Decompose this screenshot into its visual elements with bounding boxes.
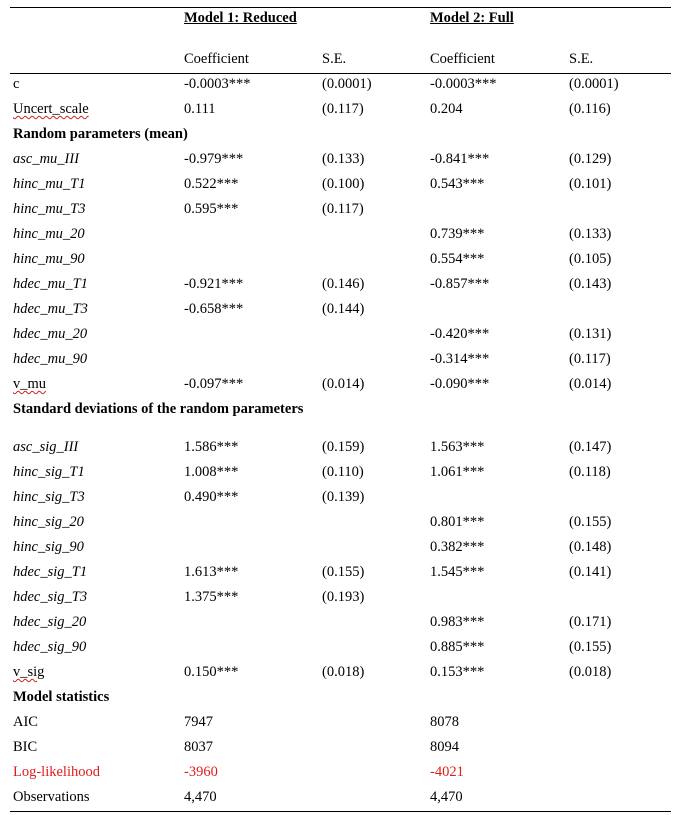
model1-se: (0.146): [322, 276, 365, 292]
model2-coefficient: 8078: [430, 714, 459, 730]
model1-se: (0.144): [322, 301, 365, 317]
model1-se: (0.117): [322, 201, 364, 217]
row-label: hdec_sig_20: [13, 614, 87, 630]
model2-coefficient: 0.543***: [430, 176, 485, 192]
model1-se: (0.159): [322, 439, 365, 455]
row-label: hinc_mu_20: [13, 226, 85, 242]
model2-se: (0.105): [569, 251, 612, 267]
model2-se: (0.018): [569, 664, 612, 680]
model2-se: (0.141): [569, 564, 612, 580]
model1-coefficient: 1.375***: [184, 589, 239, 605]
model1-coef-header: Coefficient: [184, 51, 249, 67]
model2-se-header: S.E.: [569, 51, 594, 67]
header-rule: [10, 73, 671, 74]
model2-coefficient: -0.314***: [430, 351, 490, 367]
model1-coefficient: -0.0003***: [184, 76, 251, 92]
model2-se: (0.129): [569, 151, 612, 167]
row-label: Uncert_scale: [13, 101, 89, 117]
model1-coefficient: 0.595***: [184, 201, 239, 217]
row-label: hinc_mu_90: [13, 251, 85, 267]
bottom-rule: [10, 811, 671, 812]
row-label: hdec_mu_T1: [13, 276, 88, 292]
model1-se: (0.117): [322, 101, 364, 117]
model2-coefficient: 1.061***: [430, 464, 485, 480]
model1-coefficient: 0.522***: [184, 176, 239, 192]
row-label: v_mu: [13, 376, 47, 392]
model2-se: (0.171): [569, 614, 612, 630]
model2-header: Model 2: Full: [430, 10, 514, 26]
model1-coefficient: 0.111: [184, 101, 216, 117]
row-label: AIC: [13, 714, 38, 730]
model2-se: (0.155): [569, 639, 612, 655]
model2-coefficient: 0.554***: [430, 251, 485, 267]
row-label: v_sig: [13, 664, 45, 680]
model1-coefficient: 1.613***: [184, 564, 239, 580]
model1-se: (0.193): [322, 589, 365, 605]
row-label: hinc_sig_20: [13, 514, 84, 530]
row-label: c: [13, 76, 20, 92]
model1-coefficient: 0.490***: [184, 489, 239, 505]
model1-coefficient: -0.658***: [184, 301, 244, 317]
row-label: hinc_mu_T1: [13, 176, 86, 192]
model2-coefficient: 0.204: [430, 101, 463, 117]
model1-coefficient: -0.097***: [184, 376, 244, 392]
row-label: hdec_sig_T1: [13, 564, 88, 580]
model1-coefficient: 7947: [184, 714, 213, 730]
model1-se: (0.018): [322, 664, 365, 680]
model1-se: (0.014): [322, 376, 365, 392]
row-label: BIC: [13, 739, 38, 755]
model1-se-header: S.E.: [322, 51, 347, 67]
model1-se: (0.110): [322, 464, 364, 480]
model2-coefficient: -0.090***: [430, 376, 490, 392]
row-label: Observations: [13, 789, 90, 805]
model2-se: (0.0001): [569, 76, 619, 92]
row-label: hdec_sig_T3: [13, 589, 88, 605]
model1-coefficient: -0.979***: [184, 151, 244, 167]
model2-se: (0.155): [569, 514, 612, 530]
model1-header: Model 1: Reduced: [184, 10, 297, 26]
model2-se: (0.118): [569, 464, 611, 480]
model2-coefficient: 1.563***: [430, 439, 485, 455]
row-label: hdec_mu_90: [13, 351, 88, 367]
model1-coefficient: -0.921***: [184, 276, 244, 292]
model1-coefficient: 0.150***: [184, 664, 239, 680]
model2-se: (0.148): [569, 539, 612, 555]
model2-se: (0.147): [569, 439, 612, 455]
model2-se: (0.131): [569, 326, 612, 342]
model2-coefficient: -4021: [430, 764, 464, 780]
section-heading: Standard deviations of the random parameters: [13, 401, 304, 417]
row-label: hinc_sig_90: [13, 539, 84, 555]
model2-se: (0.116): [569, 101, 611, 117]
model2-coef-header: Coefficient: [430, 51, 495, 67]
row-label: hinc_mu_T3: [13, 201, 86, 217]
row-label: asc_mu_III: [13, 151, 80, 167]
model2-coefficient: 8094: [430, 739, 459, 755]
model1-coefficient: 4,470: [184, 789, 217, 805]
model2-coefficient: 0.983***: [430, 614, 485, 630]
section-heading: Model statistics: [13, 689, 110, 705]
row-label: hdec_mu_20: [13, 326, 88, 342]
row-label: hdec_sig_90: [13, 639, 87, 655]
model1-se: (0.155): [322, 564, 365, 580]
row-label: asc_sig_III: [13, 439, 79, 455]
model1-se: (0.100): [322, 176, 365, 192]
model1-coefficient: 8037: [184, 739, 213, 755]
model2-coefficient: 0.153***: [430, 664, 485, 680]
model2-coefficient: 0.739***: [430, 226, 485, 242]
model2-coefficient: 0.801***: [430, 514, 485, 530]
model1-se: (0.133): [322, 151, 365, 167]
section-heading: Random parameters (mean): [13, 126, 188, 142]
model2-se: (0.133): [569, 226, 612, 242]
model2-coefficient: 1.545***: [430, 564, 485, 580]
model2-coefficient: 0.382***: [430, 539, 485, 555]
model2-se: (0.101): [569, 176, 612, 192]
model2-coefficient: 0.885***: [430, 639, 485, 655]
model2-coefficient: 4,470: [430, 789, 463, 805]
model2-coefficient: -0.420***: [430, 326, 490, 342]
model2-coefficient: -0.857***: [430, 276, 490, 292]
row-label: Log-likelihood: [13, 764, 100, 780]
model1-coefficient: -3960: [184, 764, 218, 780]
model1-coefficient: 1.008***: [184, 464, 239, 480]
row-label: hinc_sig_T1: [13, 464, 85, 480]
model1-se: (0.0001): [322, 76, 372, 92]
model1-se: (0.139): [322, 489, 365, 505]
model2-se: (0.014): [569, 376, 612, 392]
row-label: hdec_mu_T3: [13, 301, 88, 317]
model1-coefficient: 1.586***: [184, 439, 239, 455]
model2-coefficient: -0.841***: [430, 151, 490, 167]
model2-se: (0.117): [569, 351, 611, 367]
top-rule: [10, 7, 671, 8]
row-label: hinc_sig_T3: [13, 489, 85, 505]
model2-coefficient: -0.0003***: [430, 76, 497, 92]
model2-se: (0.143): [569, 276, 612, 292]
